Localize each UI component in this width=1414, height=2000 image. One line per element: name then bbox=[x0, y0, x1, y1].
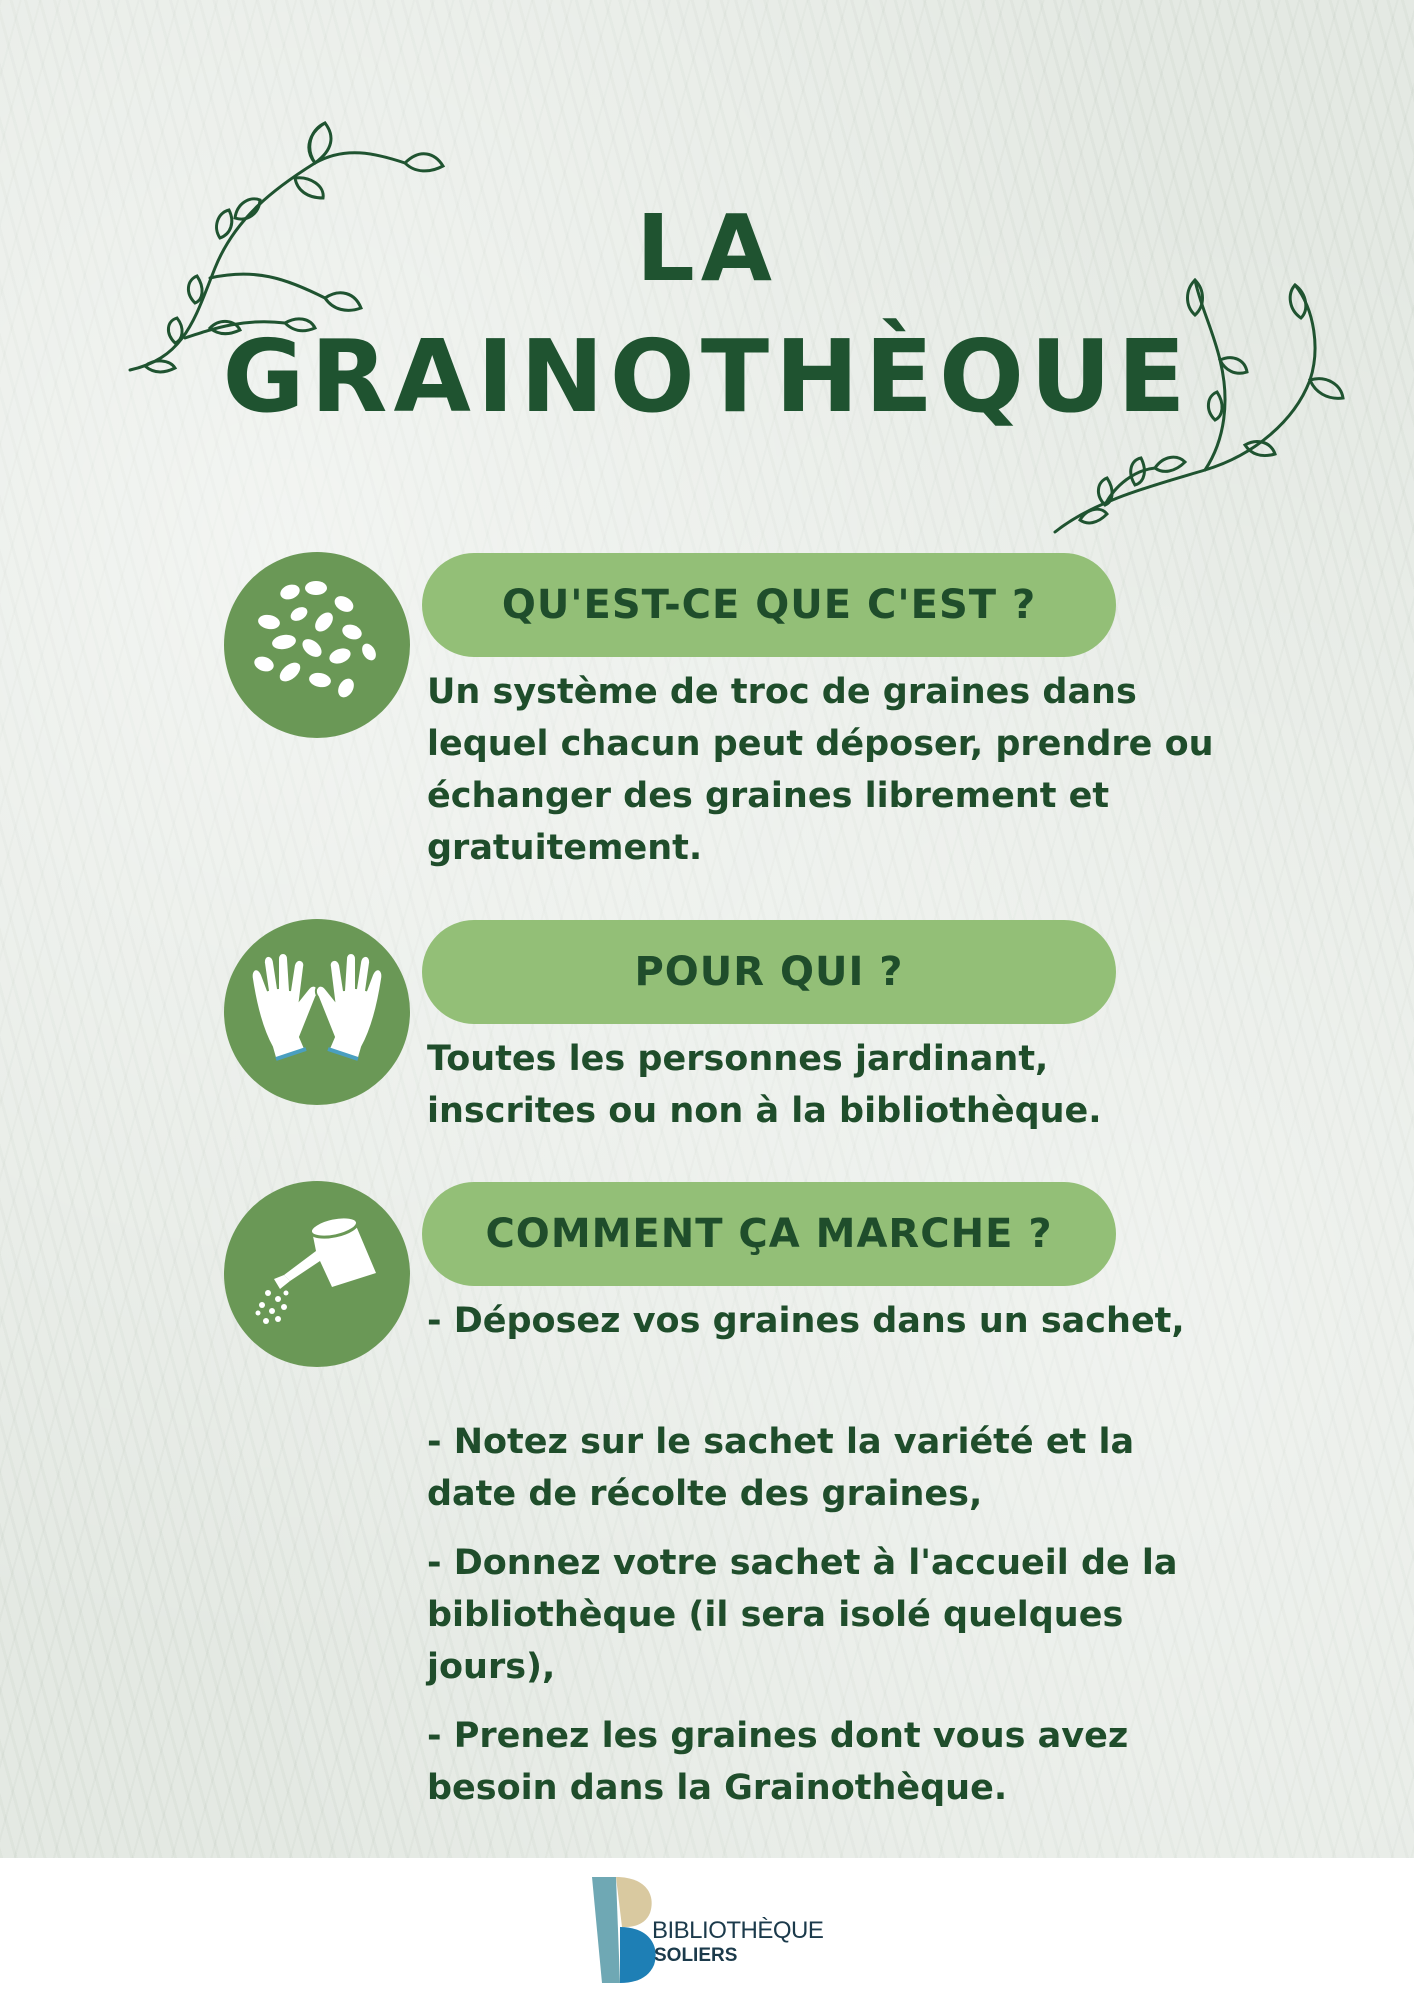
section-heading-who: POUR QUI ? bbox=[422, 920, 1116, 1024]
title-line-1: LA bbox=[636, 195, 778, 302]
logo-sub: SOLIERS bbox=[654, 1945, 738, 1966]
title-line-2: GRAINOTHÈQUE bbox=[222, 318, 1192, 435]
logo-name: BIBLIOTHÈQUE bbox=[652, 1917, 824, 1944]
section-heading-what: QU'EST-CE QUE C'EST ? bbox=[422, 553, 1116, 657]
step-take: - Prenez les graines dont vous avez besoin dans la Grainothèque. bbox=[427, 1716, 1129, 1808]
section-text-what: Un système de troc de graines dans lequel chacun peut déposer, prendre ou échanger des graines librement et gratuitement. bbox=[427, 672, 1214, 868]
seeds-icon bbox=[224, 552, 410, 738]
step-give: - Donnez votre sachet à l'accueil de la bibliothèque (il sera isolé quelques jours), bbox=[427, 1543, 1178, 1687]
watering-can-icon bbox=[224, 1181, 410, 1367]
gloves-icon bbox=[224, 919, 410, 1105]
section-text-who: Toutes les personnes jardinant, inscrites ou non à la bibliothèque. bbox=[427, 1039, 1102, 1131]
step-deposit: - Déposez vos graines dans un sachet, bbox=[427, 1301, 1185, 1341]
step-note: - Notez sur le sachet la variété et la date de récolte des graines, bbox=[427, 1422, 1135, 1514]
section-heading-how: COMMENT ÇA MARCHE ? bbox=[422, 1182, 1116, 1286]
